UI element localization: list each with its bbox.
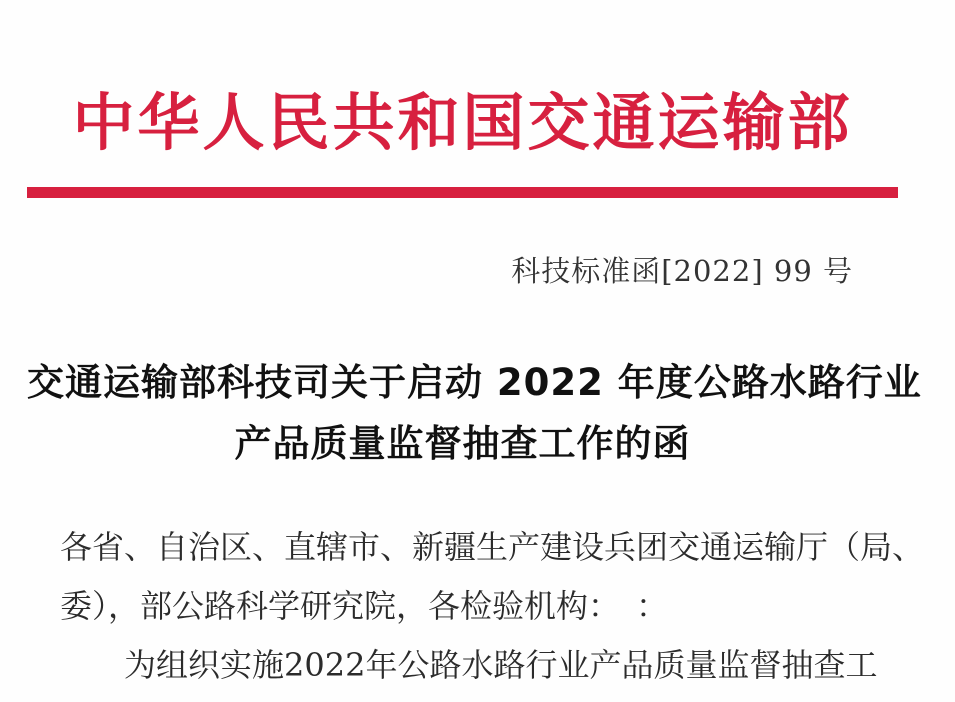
letter-title-line-2: 产品质量监督抽查工作的函 [234, 422, 691, 465]
letter-title [27, 352, 922, 474]
letter-body [60, 518, 927, 695]
salutation-line-1: 各省、自治区、直辖市、新疆生产建设兵团交通运输厅（局、 [60, 528, 925, 566]
salutation-line-2: 委），部公路科学研究院，各检验机构： ： [60, 587, 669, 625]
masthead-divider-rule [27, 187, 898, 198]
masthead-title: 中华人民共和国交通运输部 [72, 86, 853, 159]
letter-title-line-1: 交通运输部科技司关于启动 2022 年度公路水路行业 [27, 361, 922, 404]
document-number: 科技标准函[2022] 99 号 [511, 254, 853, 288]
body-paragraph-line-1: 为组织实施2022年公路水路行业产品质量监督抽查工 [124, 646, 878, 684]
